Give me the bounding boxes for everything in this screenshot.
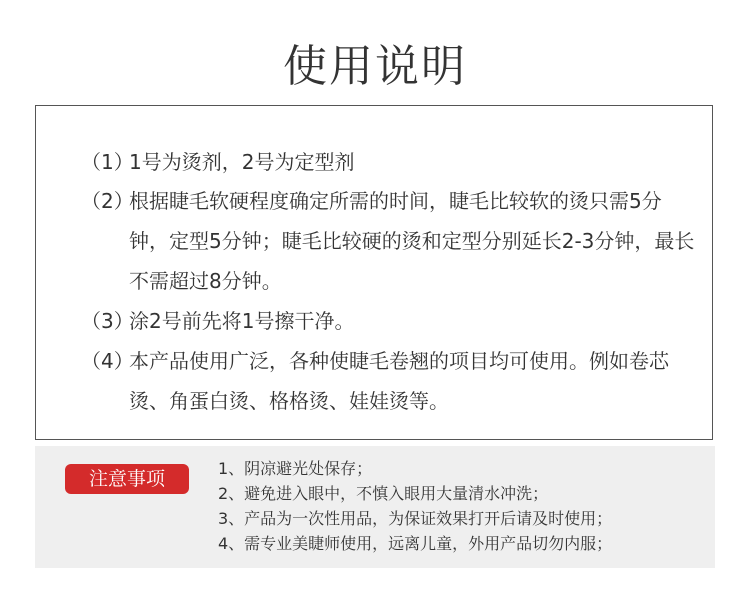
instruction-item-2 [81,181,701,301]
notice-badge: 注意事项 [65,464,189,494]
instruction-text: 本产品使用广泛，各种使睫毛卷翘的项目均可使用。例如卷芯烫、角蛋白烫、格格烫、娃娃烫等。 [129,349,669,413]
notice-item: 2、避免进入眼中，不慎入眼用大量清水冲洗； [218,484,549,503]
instruction-item-1 [81,142,701,182]
instruction-number: （4） [81,349,134,373]
instruction-number: （3） [81,309,134,333]
instruction-text: 涂2号前先将1号擦干净。 [129,309,355,333]
notice-item: 4、需专业美睫师使用，远离儿童，外用产品切勿内服； [218,534,613,553]
instructions-box [35,105,713,440]
notice-panel [35,446,715,568]
instruction-item-4 [81,341,701,421]
instruction-item-3 [81,301,701,341]
instruction-text: 1号为烫剂，2号为定型剂 [129,150,355,174]
instruction-number: （1） [81,150,134,174]
page-title: 使用说明 [283,41,467,92]
instruction-number: （2） [81,189,134,213]
notice-item: 3、产品为一次性用品，为保证效果打开后请及时使用； [218,509,613,528]
instruction-text: 根据睫毛软硬程度确定所需的时间，睫毛比较软的烫只需5分钟，定型5分钟；睫毛比较硬的烫和定型分别延长2-3分钟，最长不需超过8分钟。 [129,189,695,293]
notice-list [218,456,612,556]
notice-item: 1、阴凉避光处保存； [218,459,373,478]
